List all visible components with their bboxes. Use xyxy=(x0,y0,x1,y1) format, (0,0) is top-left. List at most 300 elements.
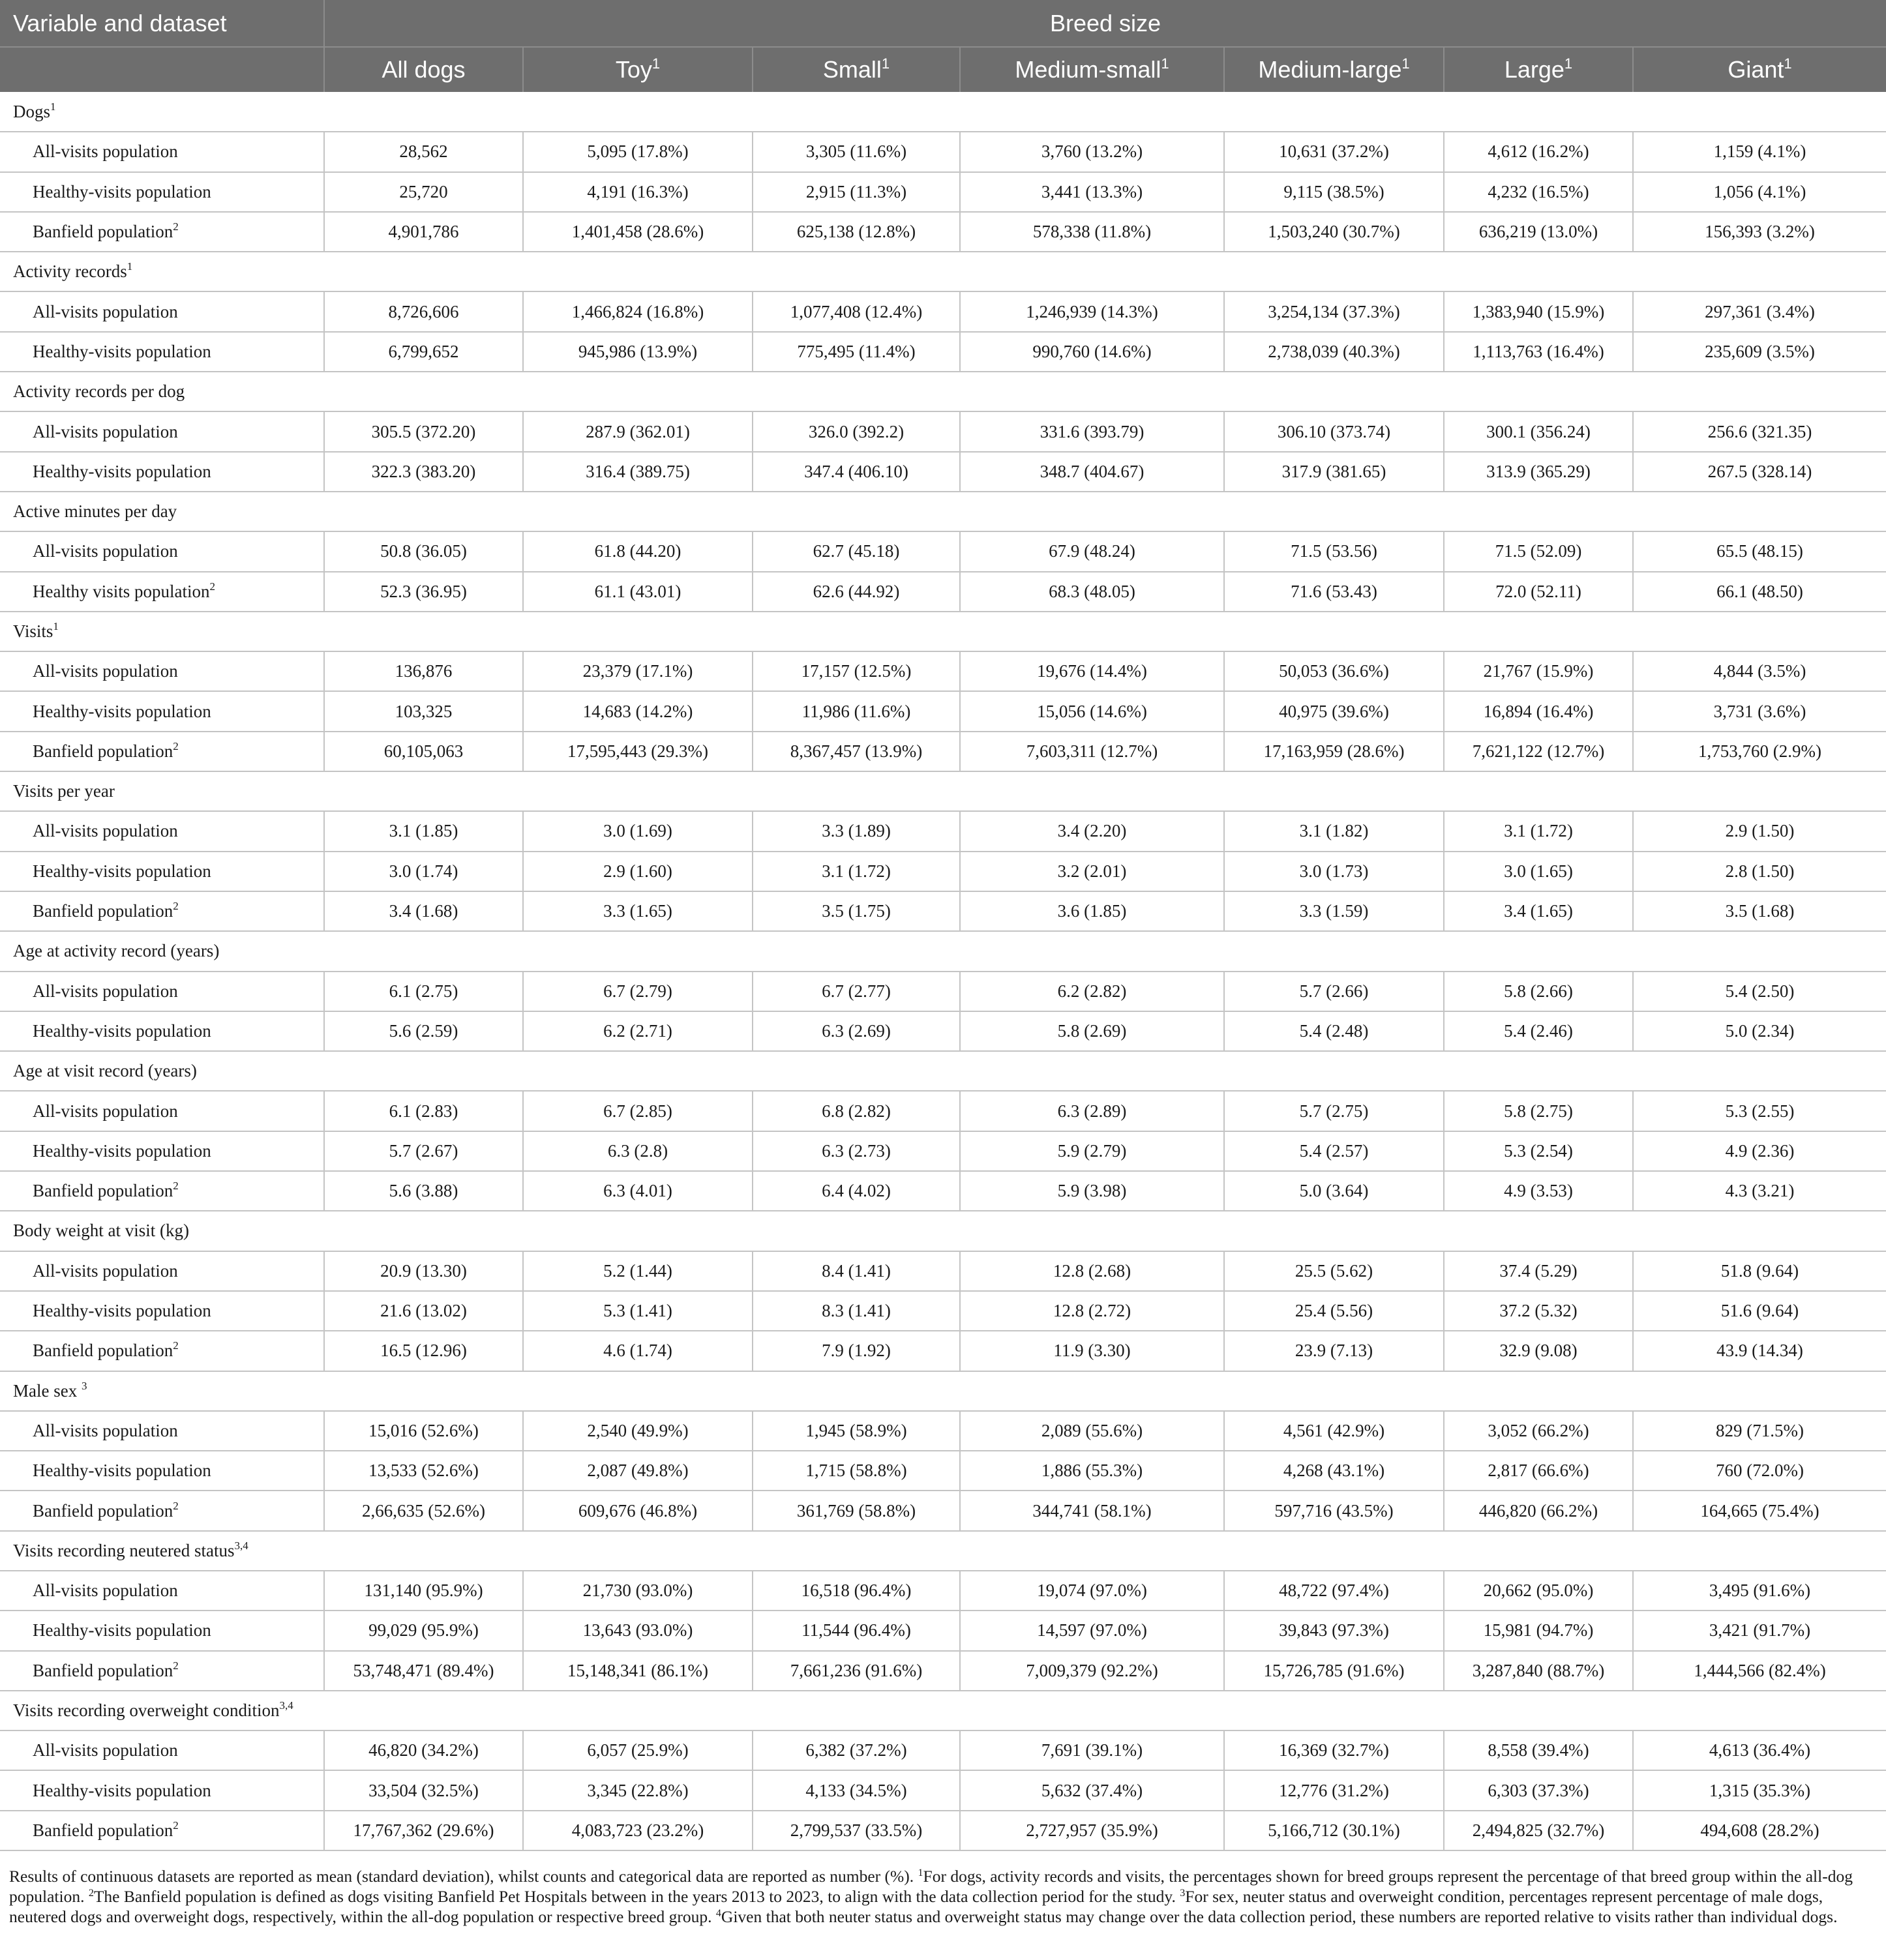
row-label-cell xyxy=(0,972,324,1011)
table-cell: 51.6 (9.64) xyxy=(1633,1291,1886,1331)
table-cell: 5.0 (3.64) xyxy=(1224,1171,1444,1211)
section-title-cell xyxy=(0,1691,1886,1730)
table-cell: 3.6 (1.85) xyxy=(960,891,1224,931)
table-cell: 322.3 (383.20) xyxy=(324,452,523,492)
table-cell: 5.9 (3.98) xyxy=(960,1171,1224,1211)
table-row xyxy=(0,1811,1886,1850)
table-row xyxy=(0,651,1886,691)
section-note: 3,4 xyxy=(279,1699,293,1712)
table-cell: 72.0 (52.11) xyxy=(1444,572,1633,612)
table-row xyxy=(0,212,1886,252)
row-label-cell xyxy=(0,332,324,372)
footnote-marker-1: 1 xyxy=(918,1867,923,1878)
section-row xyxy=(0,252,1886,291)
row-label-cell xyxy=(0,1411,324,1451)
table-cell: 5.6 (2.59) xyxy=(324,1011,523,1051)
table-row xyxy=(0,732,1886,771)
footnote-2: The Banfield population is defined as dogs visiting Banfield Pet Hospitals between in the years 2013 to 2023, to align with the data collection period for the study. xyxy=(93,1887,1180,1906)
table-cell: 446,820 (66.2%) xyxy=(1444,1491,1633,1530)
table-row xyxy=(0,452,1886,492)
table-cell: 12.8 (2.68) xyxy=(960,1251,1224,1291)
table-cell: 5.4 (2.57) xyxy=(1224,1131,1444,1171)
row-label-cell xyxy=(0,1291,324,1331)
row-label-cell xyxy=(0,291,324,331)
column-header-label: All dogs xyxy=(382,56,466,83)
table-cell: 12.8 (2.72) xyxy=(960,1291,1224,1331)
footnote-marker-2: 2 xyxy=(88,1888,94,1899)
table-cell: 21,730 (93.0%) xyxy=(523,1571,753,1611)
table-cell: 6.2 (2.82) xyxy=(960,972,1224,1011)
table-cell: 7,009,379 (92.2%) xyxy=(960,1651,1224,1691)
section-note: 1 xyxy=(127,260,133,273)
table-row xyxy=(0,1611,1886,1650)
table-cell: 7,661,236 (91.6%) xyxy=(753,1651,960,1691)
section-row xyxy=(0,92,1886,132)
table-cell: 17,163,959 (28.6%) xyxy=(1224,732,1444,771)
row-label: Banfield population xyxy=(33,1660,173,1680)
row-label: Banfield population xyxy=(33,901,173,921)
table-cell: 7,621,122 (12.7%) xyxy=(1444,732,1633,771)
table-cell: 6.8 (2.82) xyxy=(753,1091,960,1131)
row-label: Healthy-visits population xyxy=(33,1020,211,1041)
table-cell: 636,219 (13.0%) xyxy=(1444,212,1633,252)
row-label-cell xyxy=(0,691,324,731)
table-cell: 5,166,712 (30.1%) xyxy=(1224,1811,1444,1850)
table-cell: 5.6 (3.88) xyxy=(324,1171,523,1211)
table-cell: 347.4 (406.10) xyxy=(753,452,960,492)
table-cell: 3.1 (1.72) xyxy=(1444,811,1633,851)
table-cell: 2.9 (1.50) xyxy=(1633,811,1886,851)
table-cell: 2,738,039 (40.3%) xyxy=(1224,332,1444,372)
row-label: Healthy-visits population xyxy=(33,1461,211,1481)
breed-size-header: Breed size xyxy=(324,0,1886,47)
table-cell: 14,683 (14.2%) xyxy=(523,691,753,731)
table-cell: 28,562 xyxy=(324,132,523,171)
table-cell: 829 (71.5%) xyxy=(1633,1411,1886,1451)
section-note: 3,4 xyxy=(234,1539,248,1552)
row-label: Healthy visits population xyxy=(33,581,210,601)
table-row xyxy=(0,1171,1886,1211)
table-cell: 267.5 (328.14) xyxy=(1633,452,1886,492)
table-cell: 156,393 (3.2%) xyxy=(1633,212,1886,252)
table-cell: 6,057 (25.9%) xyxy=(523,1730,753,1770)
table-cell: 2.9 (1.60) xyxy=(523,852,753,891)
table-cell: 15,016 (52.6%) xyxy=(324,1411,523,1451)
table-cell: 4.9 (2.36) xyxy=(1633,1131,1886,1171)
table-cell: 6.4 (4.02) xyxy=(753,1171,960,1211)
table-cell: 19,676 (14.4%) xyxy=(960,651,1224,691)
footnote-marker-4: 4 xyxy=(715,1908,721,1919)
section-title: Male sex xyxy=(13,1380,82,1401)
table-cell: 2,540 (49.9%) xyxy=(523,1411,753,1451)
row-label: Banfield population xyxy=(33,1500,173,1521)
table-body xyxy=(0,92,1886,1850)
table-row xyxy=(0,1770,1886,1810)
row-label-cell xyxy=(0,1451,324,1491)
row-label: Healthy-visits population xyxy=(33,701,211,721)
table-row xyxy=(0,1091,1886,1131)
table-cell: 4,612 (16.2%) xyxy=(1444,132,1633,171)
table-footnote xyxy=(9,1866,1874,1927)
table-cell: 6.3 (2.89) xyxy=(960,1091,1224,1131)
table-cell: 6,799,652 xyxy=(324,332,523,372)
table-cell: 2,727,957 (35.9%) xyxy=(960,1811,1224,1850)
section-row xyxy=(0,771,1886,811)
table-row xyxy=(0,972,1886,1011)
table-cell: 4,844 (3.5%) xyxy=(1633,651,1886,691)
table-cell: 297,361 (3.4%) xyxy=(1633,291,1886,331)
section-row xyxy=(0,1691,1886,1730)
table-cell: 5.4 (2.50) xyxy=(1633,972,1886,1011)
table-cell: 11.9 (3.30) xyxy=(960,1331,1224,1371)
table-cell: 306.10 (373.74) xyxy=(1224,411,1444,451)
table-cell: 3,441 (13.3%) xyxy=(960,172,1224,212)
column-header-note: 1 xyxy=(651,55,661,72)
table-cell: 7,691 (39.1%) xyxy=(960,1730,1224,1770)
row-label-note: 2 xyxy=(173,220,179,233)
row-label-cell xyxy=(0,1491,324,1530)
table-cell: 1,077,408 (12.4%) xyxy=(753,291,960,331)
table-cell: 20,662 (95.0%) xyxy=(1444,1571,1633,1611)
row-label-note: 2 xyxy=(209,580,215,593)
table-cell: 3.3 (1.65) xyxy=(523,891,753,931)
table-cell: 15,056 (14.6%) xyxy=(960,691,1224,731)
table-cell: 3,421 (91.7%) xyxy=(1633,1611,1886,1650)
table-cell: 3,345 (22.8%) xyxy=(523,1770,753,1810)
row-label-cell xyxy=(0,1251,324,1291)
table-cell: 1,466,824 (16.8%) xyxy=(523,291,753,331)
column-header xyxy=(1633,47,1886,92)
row-label: All-visits population xyxy=(33,1101,178,1121)
table-cell: 4,083,723 (23.2%) xyxy=(523,1811,753,1850)
table-cell: 23.9 (7.13) xyxy=(1224,1331,1444,1371)
table-row xyxy=(0,1251,1886,1291)
row-label: All-visits population xyxy=(33,421,178,441)
table-cell: 6,303 (37.3%) xyxy=(1444,1770,1633,1810)
table-cell: 256.6 (321.35) xyxy=(1633,411,1886,451)
table-cell: 50.8 (36.05) xyxy=(324,531,523,571)
footnote-3: For sex, neuter status and overweight condition, percentages represent percentage of male dogs, neutered dogs and overweight dogs, respectively, within the all-dog population or respective breed group. xyxy=(9,1887,1823,1926)
table-cell: 313.9 (365.29) xyxy=(1444,452,1633,492)
row-label-cell xyxy=(0,732,324,771)
table-cell: 37.2 (5.32) xyxy=(1444,1291,1633,1331)
table-cell: 71.5 (53.56) xyxy=(1224,531,1444,571)
row-label: Banfield population xyxy=(33,1341,173,1361)
table-cell: 945,986 (13.9%) xyxy=(523,332,753,372)
table-cell: 15,981 (94.7%) xyxy=(1444,1611,1633,1650)
table-row xyxy=(0,291,1886,331)
row-label: Healthy-visits population xyxy=(33,1780,211,1800)
column-header-blank xyxy=(0,47,324,92)
row-label-note: 2 xyxy=(173,1659,179,1672)
table-cell: 62.6 (44.92) xyxy=(753,572,960,612)
table-cell: 1,401,458 (28.6%) xyxy=(523,212,753,252)
row-label-cell xyxy=(0,411,324,451)
table-cell: 40,975 (39.6%) xyxy=(1224,691,1444,731)
section-row xyxy=(0,1371,1886,1411)
section-row xyxy=(0,931,1886,971)
table-cell: 46,820 (34.2%) xyxy=(324,1730,523,1770)
table-cell: 103,325 xyxy=(324,691,523,731)
table-cell: 3.4 (2.20) xyxy=(960,811,1224,851)
row-label: All-visits population xyxy=(33,1740,178,1760)
section-row xyxy=(0,1051,1886,1091)
table-row xyxy=(0,1131,1886,1171)
column-header-note: 1 xyxy=(1784,55,1792,72)
table-cell: 1,444,566 (82.4%) xyxy=(1633,1651,1886,1691)
section-note: 1 xyxy=(53,620,59,632)
row-label: All-visits population xyxy=(33,141,178,162)
table-cell: 4,613 (36.4%) xyxy=(1633,1730,1886,1770)
table-cell: 2,915 (11.3%) xyxy=(753,172,960,212)
section-title-cell xyxy=(0,372,1886,411)
section-title-cell xyxy=(0,1371,1886,1411)
table-cell: 7.9 (1.92) xyxy=(753,1331,960,1371)
section-note: 3 xyxy=(81,1379,87,1392)
section-title-cell xyxy=(0,1051,1886,1091)
section-title-cell xyxy=(0,1211,1886,1251)
row-label-cell xyxy=(0,811,324,851)
table-cell: 300.1 (356.24) xyxy=(1444,411,1633,451)
table-cell: 3.0 (1.74) xyxy=(324,852,523,891)
column-header-note: 1 xyxy=(881,55,890,72)
table-cell: 12,776 (31.2%) xyxy=(1224,1770,1444,1810)
row-label: All-visits population xyxy=(33,1420,178,1440)
row-label: Banfield population xyxy=(33,1181,173,1201)
table-cell: 61.1 (43.01) xyxy=(523,572,753,612)
table-cell: 3.1 (1.72) xyxy=(753,852,960,891)
section-title: Visits recording neutered status xyxy=(13,1540,235,1560)
table-row xyxy=(0,891,1886,931)
table-cell: 7,603,311 (12.7%) xyxy=(960,732,1224,771)
row-label-cell xyxy=(0,172,324,212)
table-row xyxy=(0,1011,1886,1051)
table-cell: 21.6 (13.02) xyxy=(324,1291,523,1331)
column-header-label: Medium-large xyxy=(1258,56,1402,83)
table-cell: 5.3 (1.41) xyxy=(523,1291,753,1331)
section-title-cell xyxy=(0,92,1886,132)
table-cell: 65.5 (48.15) xyxy=(1633,531,1886,571)
row-label-cell xyxy=(0,1611,324,1650)
table-cell: 760 (72.0%) xyxy=(1633,1451,1886,1491)
table-cell: 6.1 (2.75) xyxy=(324,972,523,1011)
table-cell: 287.9 (362.01) xyxy=(523,411,753,451)
row-label-cell xyxy=(0,1171,324,1211)
table-cell: 71.5 (52.09) xyxy=(1444,531,1633,571)
table-cell: 68.3 (48.05) xyxy=(960,572,1224,612)
table-row xyxy=(0,132,1886,171)
table-cell: 3.2 (2.01) xyxy=(960,852,1224,891)
row-label: Healthy-visits population xyxy=(33,181,211,201)
table-cell: 99,029 (95.9%) xyxy=(324,1611,523,1650)
table-cell: 8,558 (39.4%) xyxy=(1444,1730,1633,1770)
table-cell: 316.4 (389.75) xyxy=(523,452,753,492)
table-cell: 3.0 (1.69) xyxy=(523,811,753,851)
section-title-cell xyxy=(0,1531,1886,1571)
row-label: All-visits population xyxy=(33,301,178,321)
table-cell: 1,886 (55.3%) xyxy=(960,1451,1224,1491)
section-note: 1 xyxy=(50,100,56,113)
section-title: Age at activity record (years) xyxy=(13,941,220,961)
table-cell: 5.7 (2.67) xyxy=(324,1131,523,1171)
row-label-cell xyxy=(0,1571,324,1611)
table-cell: 51.8 (9.64) xyxy=(1633,1251,1886,1291)
table-cell: 5,632 (37.4%) xyxy=(960,1770,1224,1810)
table-cell: 8.3 (1.41) xyxy=(753,1291,960,1331)
table-cell: 15,148,341 (86.1%) xyxy=(523,1651,753,1691)
table-cell: 3.0 (1.65) xyxy=(1444,852,1633,891)
table-cell: 5.3 (2.55) xyxy=(1633,1091,1886,1131)
table-cell: 5.7 (2.66) xyxy=(1224,972,1444,1011)
table-row xyxy=(0,411,1886,451)
row-label: Healthy-visits population xyxy=(33,461,211,481)
row-label: All-visits population xyxy=(33,661,178,681)
table-cell: 9,115 (38.5%) xyxy=(1224,172,1444,212)
column-header xyxy=(523,47,753,92)
table-cell: 6.2 (2.71) xyxy=(523,1011,753,1051)
row-label-cell xyxy=(0,1651,324,1691)
table-cell: 331.6 (393.79) xyxy=(960,411,1224,451)
table-cell: 1,246,939 (14.3%) xyxy=(960,291,1224,331)
table-cell: 10,631 (37.2%) xyxy=(1224,132,1444,171)
section-title-cell xyxy=(0,252,1886,291)
row-label-note: 2 xyxy=(173,739,179,752)
table-cell: 2,799,537 (33.5%) xyxy=(753,1811,960,1850)
section-title: Age at visit record (years) xyxy=(13,1061,197,1081)
table-cell: 4.3 (3.21) xyxy=(1633,1171,1886,1211)
section-title-cell xyxy=(0,492,1886,531)
row-label: Banfield population xyxy=(33,741,173,761)
row-label: All-visits population xyxy=(33,1581,178,1601)
column-header-label: Toy xyxy=(615,56,652,83)
row-label-note: 2 xyxy=(173,900,179,913)
row-label: Banfield population xyxy=(33,1820,173,1840)
table-cell: 2,66,635 (52.6%) xyxy=(324,1491,523,1530)
table-cell: 4.6 (1.74) xyxy=(523,1331,753,1371)
column-header xyxy=(1224,47,1444,92)
table-cell: 3,254,134 (37.3%) xyxy=(1224,291,1444,331)
table-cell: 25.5 (5.62) xyxy=(1224,1251,1444,1291)
table-cell: 32.9 (9.08) xyxy=(1444,1331,1633,1371)
table-cell: 775,495 (11.4%) xyxy=(753,332,960,372)
table-cell: 3,305 (11.6%) xyxy=(753,132,960,171)
section-row xyxy=(0,492,1886,531)
table-cell: 625,138 (12.8%) xyxy=(753,212,960,252)
footnote-4: Given that both neuter status and overweight status may change over the data collection period, these numbers are reported relative to visits rather than individual dogs. xyxy=(721,1907,1838,1926)
table-cell: 136,876 xyxy=(324,651,523,691)
table-cell: 2,089 (55.6%) xyxy=(960,1411,1224,1451)
row-label: Healthy-visits population xyxy=(33,1620,211,1641)
column-header-row xyxy=(0,47,1886,92)
table-cell: 17,595,443 (29.3%) xyxy=(523,732,753,771)
table-row xyxy=(0,811,1886,851)
table-row xyxy=(0,1451,1886,1491)
table-cell: 61.8 (44.20) xyxy=(523,531,753,571)
table-cell: 5.9 (2.79) xyxy=(960,1131,1224,1171)
row-label-note: 2 xyxy=(173,1180,179,1193)
row-label: Banfield population xyxy=(33,222,173,242)
table-cell: 6.3 (4.01) xyxy=(523,1171,753,1211)
table-cell: 317.9 (381.65) xyxy=(1224,452,1444,492)
table-cell: 2,087 (49.8%) xyxy=(523,1451,753,1491)
table-cell: 11,544 (96.4%) xyxy=(753,1611,960,1650)
table-cell: 6,382 (37.2%) xyxy=(753,1730,960,1770)
table-cell: 361,769 (58.8%) xyxy=(753,1491,960,1530)
table-cell: 66.1 (48.50) xyxy=(1633,572,1886,612)
table-cell: 3.5 (1.75) xyxy=(753,891,960,931)
row-label-cell xyxy=(0,452,324,492)
table-cell: 25.4 (5.56) xyxy=(1224,1291,1444,1331)
table-cell: 53,748,471 (89.4%) xyxy=(324,1651,523,1691)
table-cell: 16,894 (16.4%) xyxy=(1444,691,1633,731)
section-title-cell xyxy=(0,612,1886,651)
table-cell: 5.8 (2.66) xyxy=(1444,972,1633,1011)
table-cell: 23,379 (17.1%) xyxy=(523,651,753,691)
table-cell: 2,817 (66.6%) xyxy=(1444,1451,1633,1491)
table-cell: 1,315 (35.3%) xyxy=(1633,1770,1886,1810)
column-header-label: Small xyxy=(822,56,882,83)
table-cell: 1,945 (58.9%) xyxy=(753,1411,960,1451)
table-row xyxy=(0,172,1886,212)
table-cell: 19,074 (97.0%) xyxy=(960,1571,1224,1611)
table-cell: 326.0 (392.2) xyxy=(753,411,960,451)
table-cell: 4,561 (42.9%) xyxy=(1224,1411,1444,1451)
table-cell: 17,157 (12.5%) xyxy=(753,651,960,691)
table-row xyxy=(0,852,1886,891)
table-cell: 6.3 (2.8) xyxy=(523,1131,753,1171)
table-cell: 3.5 (1.68) xyxy=(1633,891,1886,931)
row-label: Healthy-visits population xyxy=(33,341,211,361)
table-cell: 5.0 (2.34) xyxy=(1633,1011,1886,1051)
column-header-label: Medium-small xyxy=(1015,56,1161,83)
row-label-cell xyxy=(0,212,324,252)
table-cell: 4,268 (43.1%) xyxy=(1224,1451,1444,1491)
table-cell: 62.7 (45.18) xyxy=(753,531,960,571)
table-cell: 3.4 (1.68) xyxy=(324,891,523,931)
table-cell: 1,113,763 (16.4%) xyxy=(1444,332,1633,372)
table-cell: 6.1 (2.83) xyxy=(324,1091,523,1131)
row-label-cell xyxy=(0,572,324,612)
section-title-cell xyxy=(0,771,1886,811)
row-label-cell xyxy=(0,651,324,691)
table-row xyxy=(0,572,1886,612)
footnote-marker-3: 3 xyxy=(1180,1888,1186,1899)
table-row xyxy=(0,691,1886,731)
table-cell: 344,741 (58.1%) xyxy=(960,1491,1224,1530)
table-cell: 5.8 (2.75) xyxy=(1444,1091,1633,1131)
column-header-note: 1 xyxy=(1161,55,1169,72)
row-label-cell xyxy=(0,1730,324,1770)
table-cell: 15,726,785 (91.6%) xyxy=(1224,1651,1444,1691)
table-cell: 43.9 (14.34) xyxy=(1633,1331,1886,1371)
table-cell: 348.7 (404.67) xyxy=(960,452,1224,492)
table-cell: 5,095 (17.8%) xyxy=(523,132,753,171)
table-cell: 1,715 (58.8%) xyxy=(753,1451,960,1491)
section-title: Body weight at visit (kg) xyxy=(13,1221,189,1241)
column-header xyxy=(753,47,960,92)
table-cell: 33,504 (32.5%) xyxy=(324,1770,523,1810)
table-cell: 2,494,825 (32.7%) xyxy=(1444,1811,1633,1850)
section-row xyxy=(0,1211,1886,1251)
section-title: Active minutes per day xyxy=(13,501,177,522)
section-title-cell xyxy=(0,931,1886,971)
table-cell: 4,901,786 xyxy=(324,212,523,252)
column-header-note: 1 xyxy=(1401,55,1410,72)
table-cell: 578,338 (11.8%) xyxy=(960,212,1224,252)
column-header xyxy=(960,47,1224,92)
row-label-cell xyxy=(0,1131,324,1171)
row-label-note: 2 xyxy=(173,1819,179,1832)
